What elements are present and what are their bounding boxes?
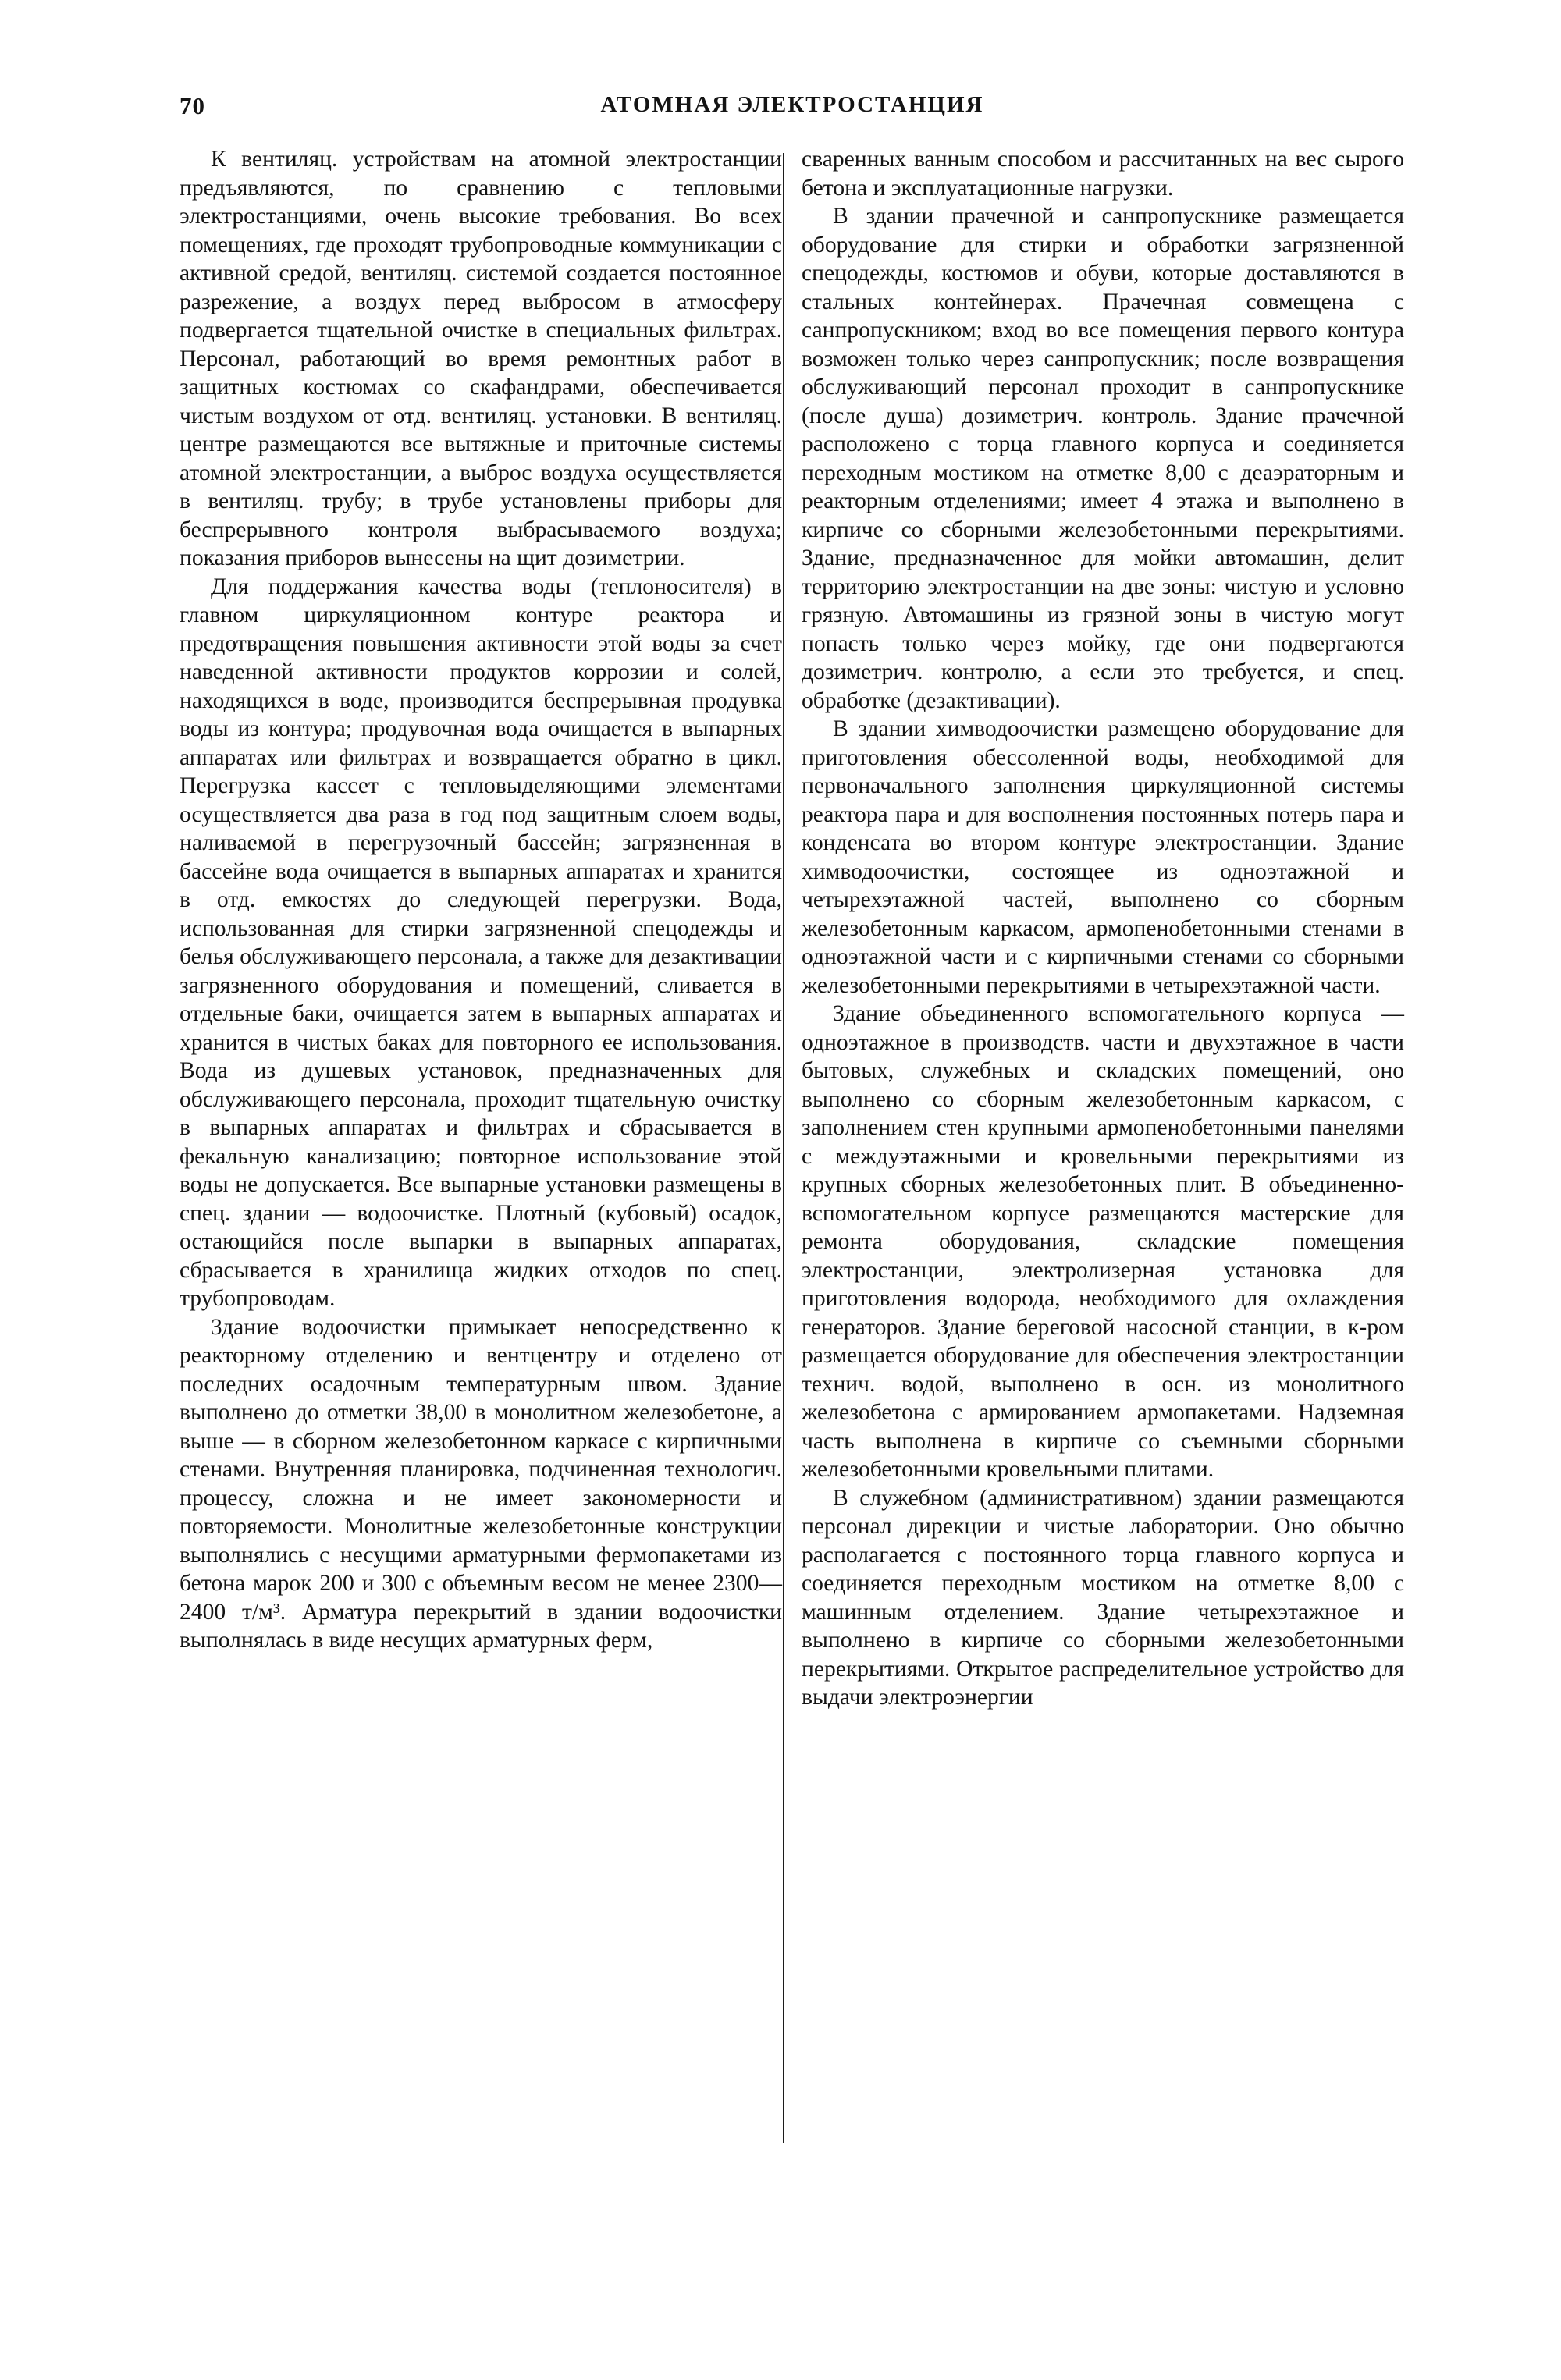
running-title: АТОМНАЯ ЭЛЕКТРОСТАНЦИЯ [600, 92, 984, 117]
page-number: 70 [180, 92, 205, 119]
paragraph-chemical-treatment: В здании химводоочистки размещено оборудование для приготовления обессоленной воды, необходимой для первоначального заполнения циркуляционной системы реактора пара и для восполнения постоянных потерь пара и конденсата во втором контуре электростанции. Здание химводоочистки, состоящее из одноэтажной и четырехэтажной частей, выполнено со сборным железобетонным каркасом, армопенобетонными стенами в одноэтажной части и с кирпичными стенами со сборными железобетонными перекрытиями в четырехэтажной части. [802, 716, 1404, 998]
paragraph-auxiliary-building: Здание объединенного вспомогательного корпуса — одноэтажное в производств. части и двухэтажное в части бытовых, служебных и складских помещений, оно выполнено со сборным железобетонным каркасом, с заполнением стен крупными армопенобетонными панелями с междуэтажными и кровельными перекрытиями из крупных сборных железобетонных плит. В объединенно-вспомогательном корпусе размещаются мастерские для ремонта оборудования, складские помещения электростанции, электролизерная установка для приготовления водорода, необходимого для охлаждения генераторов. Здание береговой насосной станции, в к-ром размещается оборудование для обеспечения электростанции технич. водой, выполнено в осн. из монолитного железобетона с армированием армопакетами. Надземная часть выполнена в кирпиче со съемными сборными железобетонными кровельными плитами. [802, 1001, 1404, 1482]
column-divider [783, 153, 784, 2143]
paragraph-laundry: В здании прачечной и санпропускнике размещается оборудование для стирки и обработки загрязненной спецодежды, костюмов и обуви, которые доставляются в стальных контейнерах. Прачечная совмещена с санпропускником; вход во все помещения первого контура возможен только через санпропускник; после возвращения обслуживающий персонал проходит в санпропускнике (после душа) дозиметрич. контроль. Здание прачечной расположено с торца главного корпуса и соединяется переходным мостиком на отметке 8,00 с деаэраторным и реакторным отделениями; имеет 4 этажа и выполнено в кирпиче со сборными железобетонными перекрытиями. Здание, предназначенное для мойки автомашин, делит территорию электростанции на две зоны: чистую и условно грязную. Автомашины из грязной зоны в чистую могут попасть только через мойку, где они подвергаются дозиметрич. контролю, а если это требуется, и спец. обработке (дезактивации). [802, 204, 1404, 713]
right-column [802, 145, 1404, 1712]
paragraph-administrative-building: В служебном (административном) здании размещаются персонал дирекции и чистые лаборатории. Оно обычно располагается с постоянного торца главного корпуса и соединяется переходным мостиком на отметке 8,00 с машинным отделением. Здание четырехэтажное и выполнено в кирпиче со сборными железобетонными перекрытиями. Открытое распределительное устройство для выдачи электроэнергии [802, 1485, 1404, 1710]
page-header [180, 92, 1405, 126]
left-column [180, 145, 782, 1655]
paragraph-continuation: сваренных ванным способом и рассчитанных на вес сырого бетона и эксплуатационные нагрузки. [802, 147, 1404, 201]
paragraph-water-quality: Для поддержания качества воды (теплоносителя) в главном циркуляционном контуре реактора и предотвращения повышения активности этой воды за счет наведенной активности продуктов коррозии и солей, находящихся в воде, производится беспрерывная продувка воды из контура; продувочная вода очищается в выпарных аппаратах или фильтрах и возвращается обратно в цикл. Перегрузка кассет с тепловыделяющими элементами осуществляется два раза в год под защитным слоем воды, наливаемой в перегрузочный бассейн; загрязненная в бассейне вода очищается в выпарных аппаратах и хранится в отд. емкостях до следующей перегрузки. Вода, использованная для стирки загрязненной спецодежды и белья обслуживающего персонала, а также для дезактивации загрязненного оборудования и помещений, сливается в отдельные баки, очищается затем в выпарных аппаратах и хранится в чистых баках для повторного ее использования. Вода из душевых установок, предназначенных для обслуживающего персонала, проходит тщательную очистку в выпарных аппаратах и фильтрах и сбрасывается в фекальную канализацию; повторное использование этой воды не допускается. Все выпарные установки размещены в спец. здании — водоочистке. Плотный (кубовый) осадок, остающийся после выпарки в выпарных аппаратах, сбрасывается в хранилища жидких отходов по спец. трубопроводам. [180, 574, 782, 1311]
paragraph-ventilation: К вентиляц. устройствам на атомной электростанции предъявляются, по сравнению с тепловыми электростанциями, очень высокие требования. Во всех помещениях, где проходят трубопроводные коммуникации с активной средой, вентиляц. системой создается постоянное разрежение, а воздух перед выбросом в атмосферу подвергается тщательной очистке в специальных фильтрах. Персонал, работающий во время ремонтных работ в защитных костюмах со скафандрами, обеспечивается чистым воздухом от отд. вентиляц. установки. В вентиляц. центре размещаются все вытяжные и приточные системы атомной электростанции, а выброс воздуха осуществляется в вентиляц. трубу; в трубе установлены приборы для беспрерывного контроля выбрасываемого воздуха; показания приборов вынесены на щит дозиметрии. [180, 147, 782, 570]
paragraph-water-treatment-building: Здание водоочистки примыкает непосредственно к реакторному отделению и вентцентру и отделено от последних осадочным температурным швом. Здание выполнено до отметки 38,00 в монолитном железобетоне, а выше — в сборном железобетонном каркасе с кирпичными стенами. Внутренняя планировка, подчиненная технологич. процессу, сложна и не имеет закономерности и повторяемости. Монолитные железобетонные конструкции выполнялись с несущими арматурными фермопакетами из бетона марок 200 и 300 с объемным весом не менее 2300—2400 т/м³. Арматура перекрытий в здании водоочистки выполнялась в виде несущих арматурных ферм, [180, 1314, 782, 1653]
